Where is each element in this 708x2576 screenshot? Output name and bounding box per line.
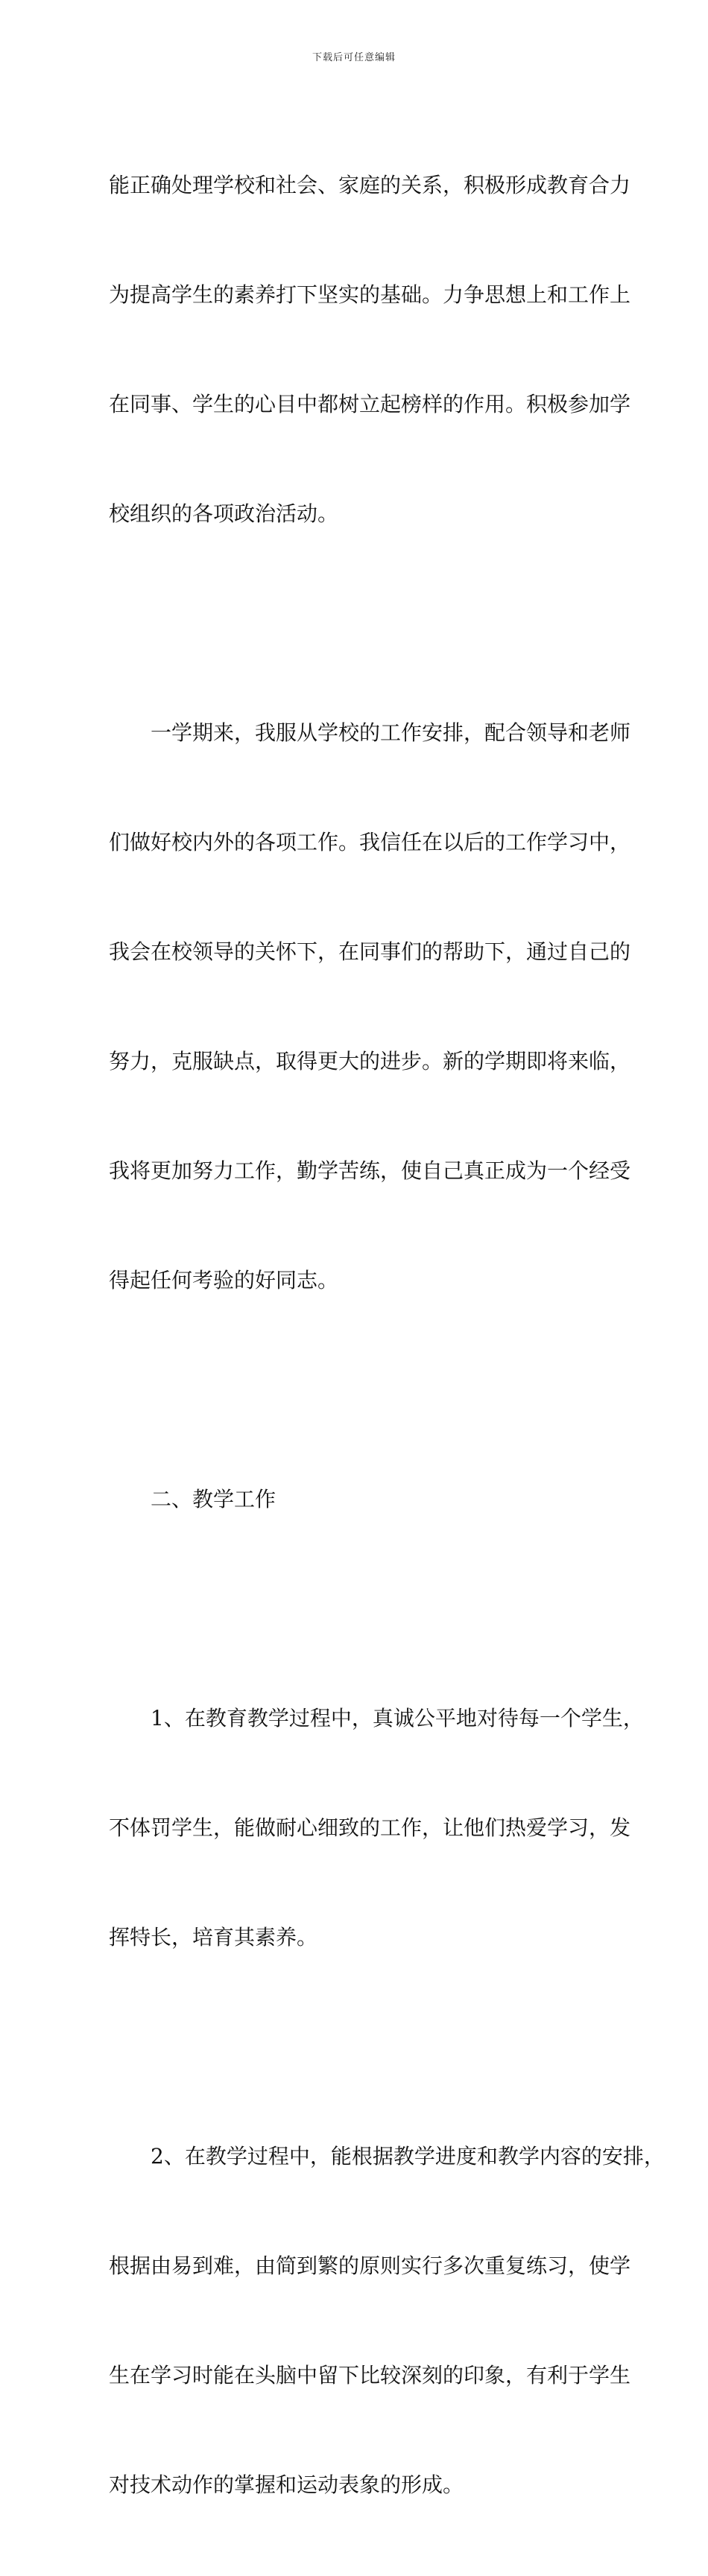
paragraph-line: 1、在教育教学过程中，真诚公平地对待每一个学生， bbox=[151, 1706, 644, 1730]
paragraph-line: 2、在教学过程中，能根据教学进度和教学内容的安排， bbox=[151, 2144, 665, 2169]
heading-line: 二、教学工作 bbox=[151, 1487, 276, 1511]
paragraph-line: 们做好校内外的各项工作。我信任在以后的工作学习中， bbox=[109, 830, 631, 854]
paragraph-2 bbox=[109, 641, 631, 1371]
paragraph-line: 在同事、学生的心目中都树立起榜样的作用。积极参加学 bbox=[109, 392, 631, 416]
section-heading bbox=[109, 1408, 623, 1590]
paragraph-line: 一学期来，我服从学校的工作安排，配合领导和老师 bbox=[151, 720, 631, 745]
paragraph-line: 不体罚学生，能做耐心细致的工作，让他们热爱学习，发 bbox=[109, 1815, 631, 1840]
paragraph-line: 生在学习时能在头脑中留下比较深刻的印象，有利于学生 bbox=[109, 2363, 631, 2388]
paragraph-line: 为提高学生的素养打下坚实的基础。力争思想上和工作上 bbox=[109, 282, 631, 307]
paragraph-line: 挥特长，培育其素养。 bbox=[109, 1925, 318, 1950]
paragraph-1 bbox=[109, 94, 631, 605]
paragraph-gap bbox=[109, 1371, 623, 1408]
paragraph-line: 对技术动作的掌握和运动表象的形成。 bbox=[109, 2472, 464, 2497]
paragraph-line: 我会在校领导的关怀下，在同事们的帮助下，通过自己的 bbox=[109, 939, 631, 964]
paragraph-gap bbox=[109, 605, 623, 641]
paragraph-gap bbox=[109, 2028, 623, 2065]
paragraph-line: 我将更加努力工作，勤学苦练，使自己真正成为一个经受 bbox=[109, 1158, 631, 1183]
paragraph-line: 得起任何考验的好同志。 bbox=[109, 1268, 339, 1292]
document-body bbox=[109, 94, 665, 2576]
paragraph-line: 根据由易到难，由简到繁的原则实行多次重复练习，使学 bbox=[109, 2253, 631, 2278]
paragraph-gap bbox=[109, 1590, 623, 1627]
paragraph-line: 努力，克服缺点，取得更大的进步。新的学期即将来临， bbox=[109, 1049, 631, 1073]
paragraph-3 bbox=[109, 1627, 644, 2028]
paragraph-4 bbox=[109, 2065, 665, 2576]
page-header: 下载后可任意编辑 bbox=[312, 52, 396, 63]
paragraph-line: 能正确处理学校和社会、家庭的关系，积极形成教育合力 bbox=[109, 173, 631, 197]
paragraph-line: 校组织的各项政治活动。 bbox=[109, 501, 339, 526]
